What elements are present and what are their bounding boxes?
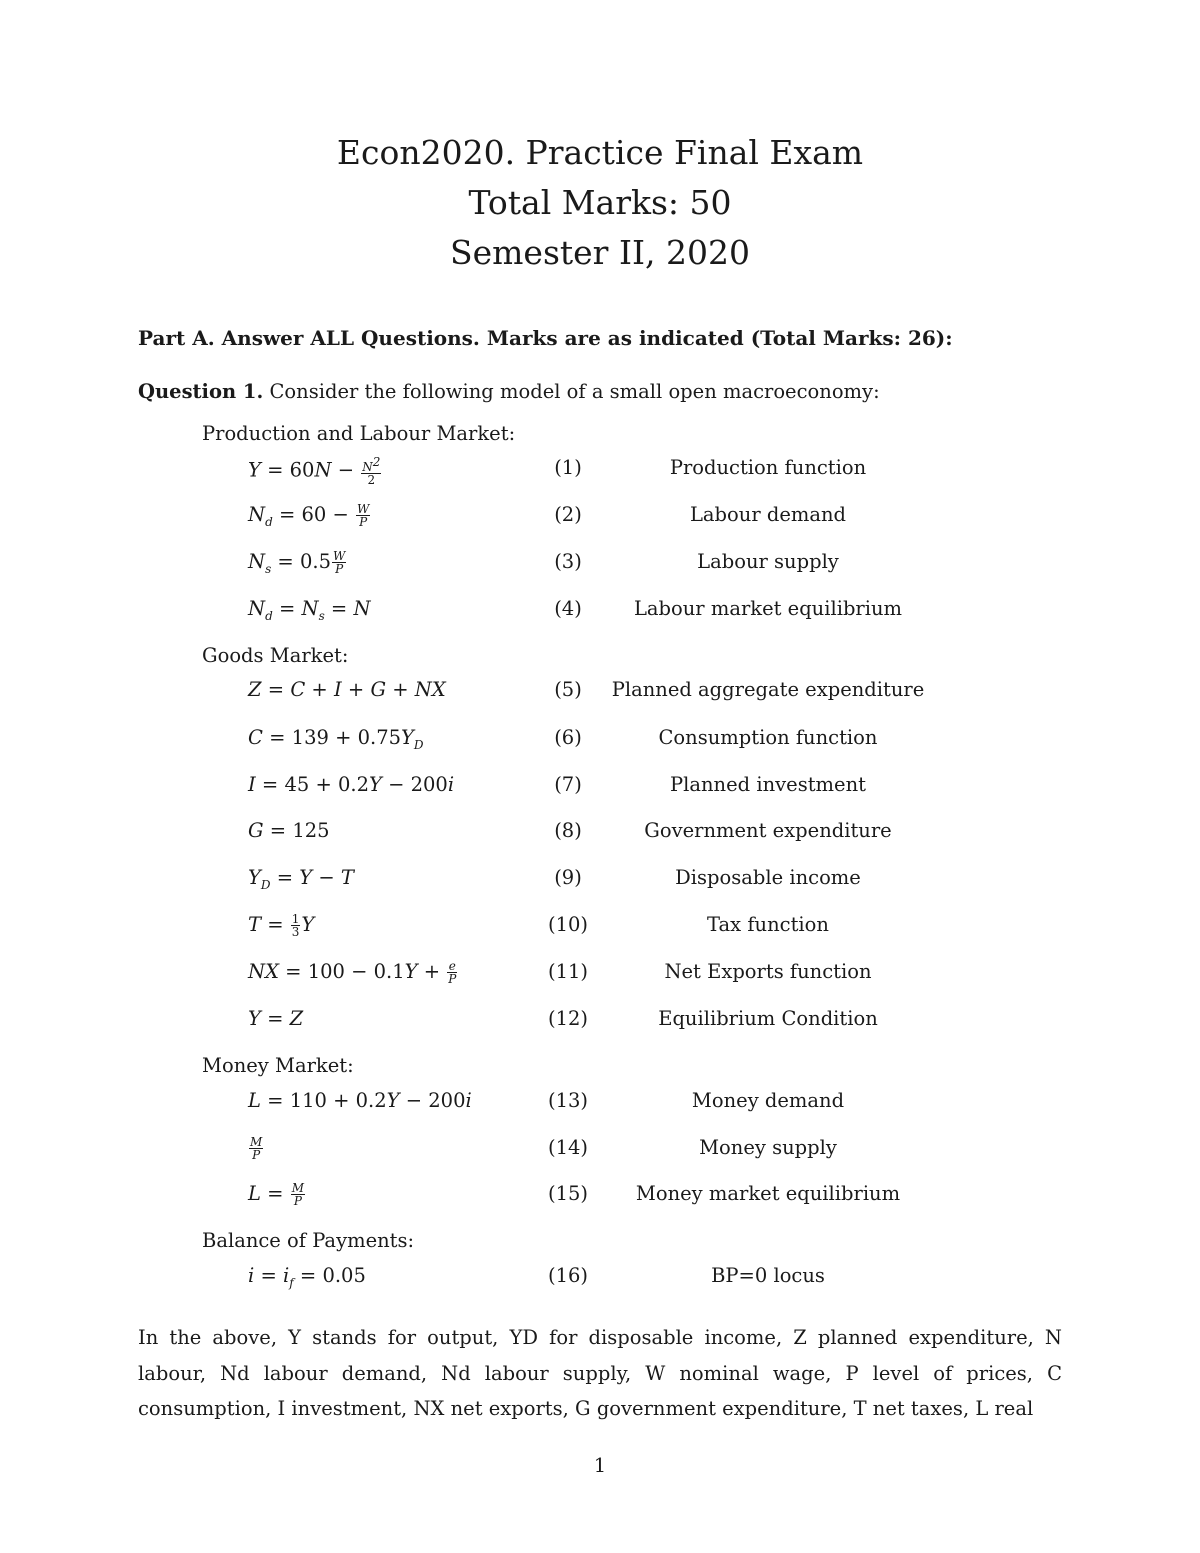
equation-row <box>0 678 1200 708</box>
equation-description: Tax function <box>707 913 829 936</box>
exam-title: Econ2020. Practice Final Exam <box>336 133 864 172</box>
equation-formula: I = 45 + 0.2Y − 200i <box>248 773 455 796</box>
equation-row <box>0 1182 1200 1212</box>
equation-row <box>0 1089 1200 1119</box>
equation-description: Consumption function <box>658 726 878 749</box>
equation-row <box>0 726 1200 756</box>
equation-formula: $C = 139 + 0.75Y_D$ <box>248 726 424 752</box>
equation-row <box>0 550 1200 580</box>
equation-row <box>0 866 1200 896</box>
question-1-text: Consider the following model of a small open macroeconomy: <box>269 380 880 403</box>
equation-number: (2) <box>554 503 582 526</box>
equation-row <box>0 597 1200 627</box>
equation-number: (13) <box>547 1089 589 1112</box>
equation-number: (1) <box>554 456 582 479</box>
equation-number: (9) <box>554 866 582 889</box>
section-bop: Balance of Payments: <box>202 1229 415 1252</box>
equation-number: (5) <box>554 678 582 701</box>
equation-formula: L = $\frac{M}{P}$ <box>248 1181 304 1208</box>
equation-row <box>0 913 1200 943</box>
section-money: Money Market: <box>202 1054 354 1077</box>
semester: Semester II, 2020 <box>450 233 750 272</box>
section-production: Production and Labour Market: <box>202 422 516 445</box>
exam-title-block <box>0 128 1200 278</box>
equation-number: (14) <box>547 1136 589 1159</box>
section-goods: Goods Market: <box>202 644 349 667</box>
equation-description: Net Exports function <box>664 960 872 983</box>
equation-description: Equilibrium Condition <box>658 1007 878 1030</box>
equation-description: Labour market equilibrium <box>633 597 903 620</box>
equation-description: Production function <box>669 456 867 479</box>
total-marks: Total Marks: 50 <box>468 183 732 222</box>
question-1-label: Question 1. <box>138 380 264 403</box>
equation-formula: G = 125 <box>248 819 330 842</box>
equation-formula: Y = 60N − $\frac{N^2}{2}$ <box>248 455 381 487</box>
equation-row <box>0 1136 1200 1166</box>
question-1 <box>138 380 880 403</box>
equation-number: (8) <box>554 819 582 842</box>
equation-formula: $i = i_f = 0.05$ <box>248 1264 366 1290</box>
equation-number: (6) <box>554 726 582 749</box>
equation-description: BP=0 locus <box>711 1264 825 1287</box>
equation-row <box>0 503 1200 533</box>
part-a-header: Part A. Answer ALL Questions. Marks are as indicated (Total Marks: 26): <box>138 326 953 350</box>
equation-number: (12) <box>547 1007 589 1030</box>
equation-number: (11) <box>547 960 589 983</box>
equation-formula: $N_d = N_s = N$ <box>248 597 371 623</box>
page-number: 1 <box>593 1454 607 1477</box>
equation-formula: NX = 100 − 0.1Y + $\frac{e}{P}$ <box>248 959 457 986</box>
equation-description: Planned investment <box>670 773 866 796</box>
equation-formula: $Y_D = Y - T$ <box>248 866 354 892</box>
equation-number: (7) <box>554 773 582 796</box>
equation-formula: $\frac{M}{P}$ <box>250 1135 263 1162</box>
equation-formula: $N_d = 60$ − $\frac{W}{P}$ <box>248 502 370 529</box>
variable-definitions-paragraph: In the above, Y stands for output, YD for disposable income, Z planned expenditure, N labour, Nd labour demand, Nd labour supply, W nominal wage, P level of prices, C consumption, I investment, NX net exports, G government expenditure, T net taxes, L real <box>138 1326 1062 1420</box>
equation-description: Labour supply <box>697 550 839 573</box>
equation-row <box>0 1007 1200 1037</box>
equation-number: (16) <box>547 1264 589 1287</box>
equation-description: Money market equilibrium <box>635 1182 901 1205</box>
equation-number: (10) <box>547 913 589 936</box>
equation-description: Planned aggregate expenditure <box>611 678 925 701</box>
equation-row <box>0 819 1200 849</box>
equation-description: Government expenditure <box>644 819 892 842</box>
equation-row <box>0 456 1200 486</box>
equation-row <box>0 773 1200 803</box>
equation-description: Labour demand <box>689 503 847 526</box>
equation-formula: Z = C + I + G + NX <box>248 678 446 701</box>
equation-number: (15) <box>547 1182 589 1205</box>
equation-number: (3) <box>554 550 582 573</box>
equation-description: Disposable income <box>675 866 861 889</box>
equation-description: Money demand <box>691 1089 845 1112</box>
equation-description: Money supply <box>699 1136 837 1159</box>
equation-formula: T = $\frac{1}{3}$ Y <box>248 912 315 939</box>
equation-row <box>0 1264 1200 1294</box>
equation-formula: $N_s = 0.5$ $\frac{W}{P}$ <box>248 549 346 576</box>
equation-formula: L = 110 + 0.2Y − 200i <box>248 1089 472 1112</box>
equation-formula: Y = Z <box>248 1007 304 1030</box>
equation-number: (4) <box>554 597 582 620</box>
equation-row <box>0 960 1200 990</box>
